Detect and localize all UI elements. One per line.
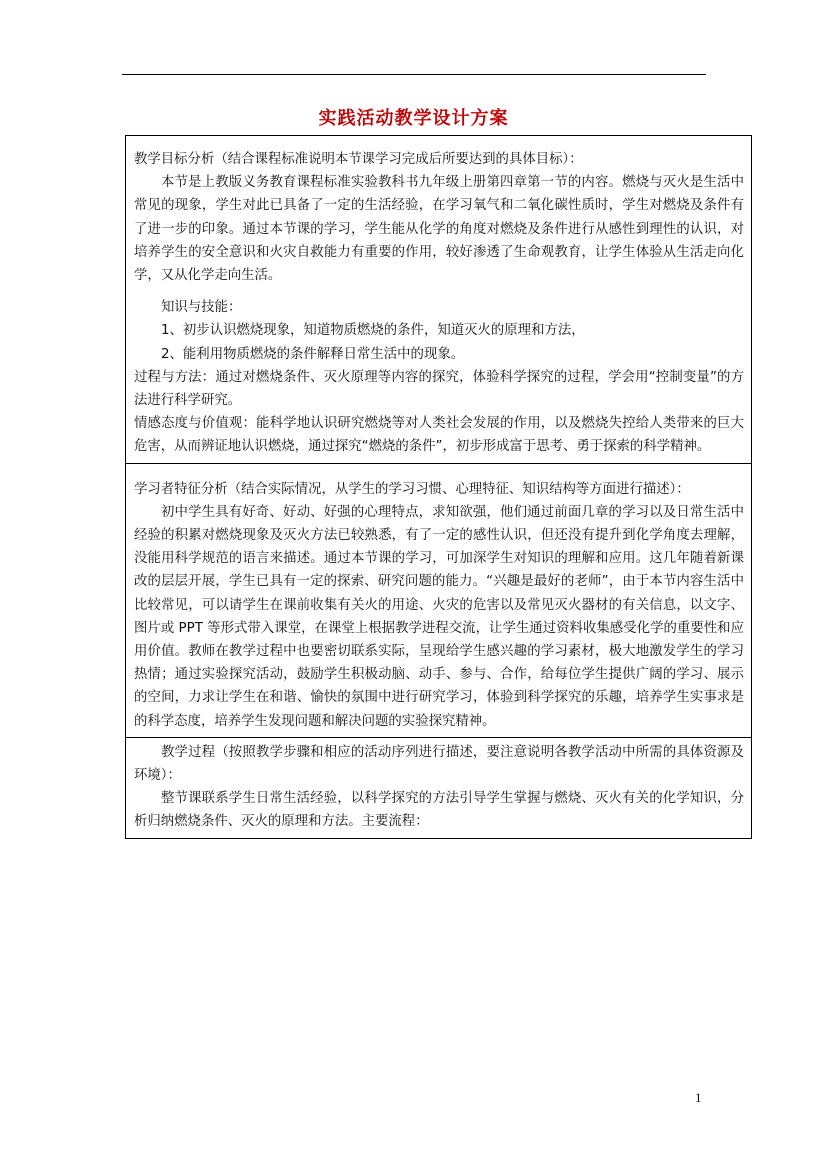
teaching-process-section [126, 737, 751, 838]
emotion-value-objective: 情感态度与价值观：能科学地认识研究燃烧等对人类社会发展的作用，以及燃烧失控给人类带来的巨大危害，从而辨证地认识燃烧，通过探究“燃烧的条件”，初步形成富于思考、勇于探索的科学精神。 [134, 416, 744, 455]
teaching-process-heading: 教学过程（按照教学步骤和相应的活动序列进行描述，要注意说明各教学活动中所需的具体资源及环境）： [134, 744, 744, 784]
objectives-heading: 教学目标分析（结合课程标准说明本节课学习完成后所要达到的具体目标）： [134, 152, 583, 167]
learner-analysis-body: 初中学生具有好奇、好动、好强的心理特点，求知欲强，他们通过前面几章的学习以及日常生活中经验的积累对燃烧现象及灭火方法已较熟悉，有了一定的感性认识，但还没有提升到化学角度去理解，没能用科学规范的语言来描述。通过本节课的学习，可加深学生对知识的理解和应用。这几年随着新课改的层层开展，学生已具有一定的探索、研究问题的能力。“兴趣是最好的老师”，由于本节内容生活中比较常见，可以请学生在课前收集有关火的用途、火灾的危害以及常见灭火器材的有关信息，以文字、图片或 PPT 等形式带入课堂，在课堂上根据教学进程交流，让学生通过资料收集感受化学的重要性和应用价值。教师在教学过程中也要密切联系实际，呈现给学生感兴趣的学习素材，极大地激发学生的学习热情；通过实验探究活动，鼓励学生积极动脑、动手、参与、合作，给每位学生提供广阔的学习、展示的空间，力求让学生在和谐、愉快的氛围中进行研究学习，体验到科学探究的乐趣，培养学生实事求是的科学态度，培养学生发现问题和解决问题的实验探究精神。 [134, 504, 744, 729]
header-rule [122, 74, 706, 75]
learner-analysis-section [126, 463, 751, 737]
teaching-process-body: 整节课联系学生日常生活经验，以科学探究的方法引导学生掌握与燃烧、灭火有关的化学知识，分析归纳燃烧条件、灭火的原理和方法。主要流程： [134, 791, 744, 830]
knowledge-skills-heading: 知识与技能： [161, 300, 242, 316]
page-number: 1 [695, 1090, 702, 1105]
objectives-intro: 本节是上教版义务教育课程标准实验教科书九年级上册第四章第一节的内容。燃烧与灭火是生活中常见的现象，学生对此已具备了一定的生活经验，在学习氧气和二氧化碳性质时，学生对燃烧及条件有了进一步的印象。通过本节课的学习，学生能从化学的角度对燃烧及条件进行从感性到理性的认识，对培养学生的安全意识和火灾自救能力有重要的作用，较好渗透了生命观教育，让学生体验从生活走向化学，又从化学走向生活。 [134, 175, 744, 284]
lesson-plan-table [125, 135, 752, 839]
objectives-section [126, 136, 751, 463]
document-title: 实践活动教学设计方案 [318, 108, 509, 129]
knowledge-item-2: 2、能利用物质燃烧的条件解释日常生活中的现象。 [161, 346, 465, 362]
learner-analysis-heading: 学习者特征分析（结合实际情况，从学生的学习习惯、心理特征、知识结构等方面进行描述）： [134, 481, 690, 497]
process-method-objective: 过程与方法：通过对燃烧条件、灭火原理等内容的探究，体验科学探究的过程，学会用“控制变量”的方法进行科学研究。 [134, 369, 744, 409]
knowledge-item-1: 1、初步认识燃烧现象，知道物质燃烧的条件，知道灭火的原理和方法， [161, 323, 585, 339]
